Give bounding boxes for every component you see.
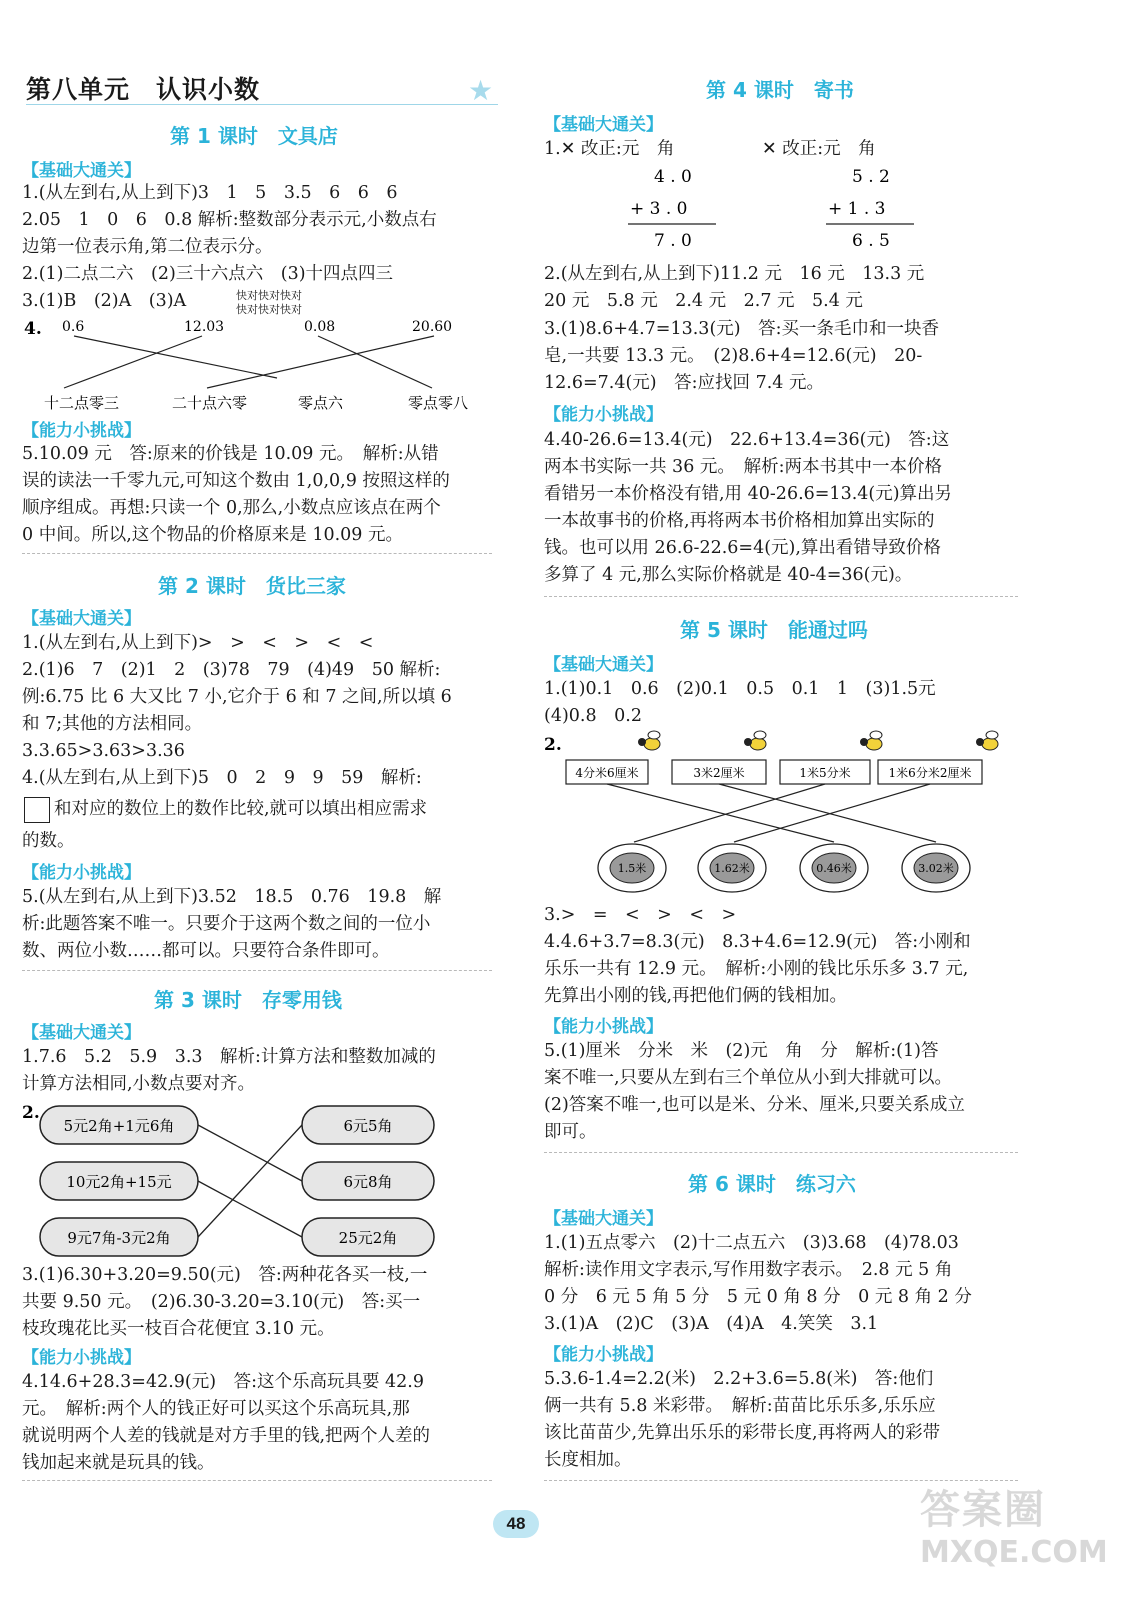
lesson1-basic-tag: 【基础大通关】	[22, 161, 141, 181]
calc1-row3: 7 . 0	[654, 231, 692, 251]
l5-q2-flower-label-3: 3.02米	[918, 862, 954, 875]
l1-q4-line-a	[74, 336, 277, 378]
lesson3-title: 第 3 课时 存零用钱	[154, 988, 342, 1012]
l3-q3-line2: 共要 9.50 元。 (2)6.30-3.20=3.10(元) 答:买一	[22, 1292, 421, 1312]
l1-q4-line-d	[207, 336, 434, 388]
unit-title: 第八单元 认识小数	[26, 75, 261, 104]
l1-q4-bottom-0: 十二点零三	[44, 394, 120, 412]
l4-q2-line1: 2.(从左到右,从上到下)11.2 元 16 元 13.3 元	[544, 264, 925, 284]
l5-q3: 3.> = < > < >	[544, 905, 737, 925]
l2-q2-line1: 2.(1)6 7 (2)1 2 (3)78 79 (4)49 50 解析:	[22, 660, 441, 680]
l4-q1-line1b: ✕ 改正:元 角	[762, 139, 876, 159]
blank-box-icon	[24, 797, 50, 823]
l5-q4-line2: 乐乐一共有 12.9 元。 解析:小刚的钱比乐乐多 3.7 元,	[544, 959, 969, 979]
l4-q3-line3: 12.6=7.4(元) 答:应找回 7.4 元。	[544, 373, 824, 393]
l3-q2-right-2: 25元2角	[338, 1229, 398, 1247]
l1-q4-matching	[22, 312, 502, 420]
unit-title-underline	[26, 104, 498, 105]
l5-q5-line2: 案不唯一,只要从左到右三个单位从小到大排就可以。	[544, 1068, 953, 1088]
l1-q1-line2: 2.05 1 0 6 0.8 解析:整数部分表示元,小数点右	[22, 210, 437, 230]
l5-q2-box-label-3: 1米6分米2厘米	[888, 766, 972, 780]
l4-q1-line1: 1.✕ 改正:元 角	[544, 139, 675, 159]
l3-q2-number: 2.	[22, 1103, 40, 1123]
l2-q4-line2: 和对应的数位上的数作比较,就可以填出相应需求	[54, 799, 428, 819]
divider	[22, 1480, 492, 1481]
l1-q4-top-2: 0.08	[304, 319, 336, 335]
l2-q2-line3: 和 7;其他的方法相同。	[22, 714, 203, 734]
lesson5-challenge-tag: 【能力小挑战】	[544, 1017, 663, 1037]
l3-q1-line2: 计算方法相同,小数点要对齐。	[22, 1074, 256, 1094]
l2-q5-line3: 数、两位小数……都可以。只要符合条件即可。	[22, 941, 390, 961]
l4-q4-line5: 钱。也可以用 26.6-22.6=4(元),算出看错导致价格	[544, 538, 941, 558]
lesson4-basic-tag: 【基础大通关】	[544, 115, 663, 135]
l3-q3-line1: 3.(1)6.30+3.20=9.50(元) 答:两种花各买一枝,一	[22, 1265, 428, 1285]
l1-q5-line3: 顺序组成。再想:只读一个 0,那么,小数点应该点在两个	[22, 498, 441, 518]
l2-q2-line2: 例:6.75 比 6 大又比 7 小,它介于 6 和 7 之间,所以填 6	[22, 687, 452, 707]
l5-q2-box-label-0: 4分米6厘米	[575, 766, 639, 780]
l6-q5-line4: 长度相加。	[544, 1450, 632, 1470]
watermark-line2: MXQE.COM	[920, 1535, 1108, 1570]
l5-q5-line4: 即可。	[544, 1122, 597, 1142]
l6-q1-line1: 1.(1)五点零六 (2)十二点五六 (3)3.68 (4)78.03	[544, 1233, 959, 1253]
l5-q2-matching	[544, 730, 1032, 902]
l4-q4-line4: 一本故事书的价格,再将两本书价格相加算出实际的	[544, 511, 935, 531]
l4-q1-calculations	[624, 162, 984, 256]
l1-q4-bottom-1: 二十点六零	[172, 394, 248, 412]
lesson1-title: 第 1 课时 文具店	[170, 124, 338, 148]
lesson4-challenge-tag: 【能力小挑战】	[544, 405, 663, 425]
page-number: 48	[493, 1510, 539, 1538]
l5-q5-line3: (2)答案不唯一,也可以是米、分米、厘米,只要关系成立	[544, 1095, 965, 1115]
l5-q2-line-b	[719, 784, 936, 842]
lesson3-basic-tag: 【基础大通关】	[22, 1023, 141, 1043]
l1-q4-line-c	[318, 336, 432, 388]
l1-q4-number: 4.	[24, 319, 42, 339]
l1-q4-bottom-2: 零点六	[298, 394, 344, 412]
l1-q3-note2: 快对快对快对	[236, 303, 302, 316]
l3-q2-line-a	[198, 1125, 302, 1181]
lesson3-challenge-tag: 【能力小挑战】	[22, 1348, 141, 1368]
lesson2-challenge-tag: 【能力小挑战】	[22, 863, 141, 883]
l3-q4-line2: 元。 解析:两个人的钱正好可以买这个乐高玩具,那	[22, 1399, 410, 1419]
divider	[544, 1152, 1018, 1153]
lesson6-basic-tag: 【基础大通关】	[544, 1209, 663, 1229]
l5-q2-number: 2.	[544, 735, 562, 755]
l4-q4-line1: 4.40-26.6=13.4(元) 22.6+13.4=36(元) 答:这	[544, 430, 950, 450]
l3-q2-left-0: 5元2角+1元6角	[63, 1117, 175, 1135]
divider	[22, 553, 492, 554]
l3-q2-left-1: 10元2角+15元	[66, 1173, 172, 1191]
l3-q2-left-2: 9元7角-3元2角	[67, 1229, 171, 1247]
l4-q4-line2: 两本书实际一共 36 元。 解析:两本书其中一本价格	[544, 457, 943, 477]
lesson5-basic-tag: 【基础大通关】	[544, 655, 663, 675]
l1-q4-top-1: 12.03	[184, 319, 225, 335]
l5-q2-flower-label-1: 1.62米	[714, 862, 750, 875]
lesson2-basic-tag: 【基础大通关】	[22, 609, 141, 629]
l1-q4-top-3: 20.60	[412, 319, 453, 335]
watermark	[920, 1478, 1108, 1578]
l5-q1-line2: (4)0.8 0.2	[544, 706, 642, 726]
l1-q3-note1: 快对快对快对	[236, 289, 302, 302]
bee-icon	[976, 731, 998, 750]
bee-icon	[638, 731, 660, 750]
l5-q1-line1: 1.(1)0.1 0.6 (2)0.1 0.5 0.1 1 (3)1.5元	[544, 679, 936, 699]
calc2-row3: 6 . 5	[852, 231, 890, 251]
l3-q2-right-1: 6元8角	[343, 1173, 393, 1191]
bee-icon	[860, 731, 882, 750]
l1-q5-line4: 0 中间。所以,这个物品的价格原来是 10.09 元。	[22, 525, 403, 545]
l1-q4-top-0: 0.6	[62, 319, 85, 335]
l1-q3: 3.(1)B (2)A (3)A	[22, 291, 187, 311]
l5-q4-line3: 先算出小刚的钱,再把他们俩的钱相加。	[544, 986, 848, 1006]
l5-q2-line-a	[607, 784, 834, 842]
l6-q5-line2: 俩一共有 5.8 米彩带。 解析:苗苗比乐乐多,乐乐应	[544, 1396, 936, 1416]
divider	[22, 970, 492, 971]
calc2-row2: + 1 . 3	[828, 199, 886, 219]
l5-q2-flower-label-2: 0.46米	[816, 862, 852, 875]
l5-q2-box-label-2: 1米5分米	[799, 766, 851, 780]
l2-q1: 1.(从左到右,从上到下)> > < > < <	[22, 633, 374, 653]
l4-q3-line1: 3.(1)8.6+4.7=13.3(元) 答:买一条毛巾和一块香	[544, 319, 939, 339]
l5-q4-line1: 4.4.6+3.7=8.3(元) 8.3+4.6=12.9(元) 答:小刚和	[544, 932, 971, 952]
l2-q3: 3.3.65>3.63>3.36	[22, 741, 185, 761]
l1-q5-line2: 误的读法一千零九元,可知这个数由 1,0,0,9 按照这样的	[22, 471, 450, 491]
calc1-row2: + 3 . 0	[630, 199, 688, 219]
l3-q2-right-0: 6元5角	[343, 1117, 393, 1135]
lesson4-title: 第 4 课时 寄书	[706, 78, 854, 102]
l6-q1-line3: 0 分 6 元 5 角 5 分 5 元 0 角 8 分 0 元 8 角 2 分	[544, 1287, 972, 1307]
l6-q5-line3: 该比苗苗少,先算出乐乐的彩带长度,再将两人的彩带	[544, 1423, 941, 1443]
l4-q3-line2: 皂,一共要 13.3 元。 (2)8.6+4=12.6(元) 20-	[544, 346, 923, 366]
l1-q4-line-b	[64, 336, 202, 388]
l3-q1-line1: 1.7.6 5.2 5.9 3.3 解析:计算方法和整数加减的	[22, 1047, 436, 1067]
l2-q4-line1: 4.(从左到右,从上到下)5 0 2 9 9 59 解析:	[22, 768, 422, 788]
l3-q2-matching	[22, 1098, 502, 1264]
star-icon: ★	[468, 74, 494, 107]
l5-q5-line1: 5.(1)厘米 分米 米 (2)元 角 分 解析:(1)答	[544, 1041, 939, 1061]
lesson6-challenge-tag: 【能力小挑战】	[544, 1345, 663, 1365]
calc2-row1: 5 . 2	[852, 167, 890, 187]
calc1-row1: 4 . 0	[654, 167, 692, 187]
l5-q2-box-label-1: 3米2厘米	[693, 766, 745, 780]
l3-q2-line-b	[198, 1181, 302, 1237]
l3-q4-line4: 钱加起来就是玩具的钱。	[22, 1453, 215, 1473]
l1-q1-line3: 边第一位表示角,第二位表示分。	[22, 237, 273, 257]
l2-q4-line3: 的数。	[22, 831, 75, 851]
lesson2-title: 第 2 课时 货比三家	[158, 574, 346, 598]
l1-q4-bottom-3: 零点零八	[408, 394, 469, 412]
l4-q4-line6: 多算了 4 元,那么实际价格就是 40-4=36(元)。	[544, 565, 913, 585]
l2-q5-line1: 5.(从左到右,从上到下)3.52 18.5 0.76 19.8 解	[22, 887, 442, 907]
lesson5-title: 第 5 课时 能通过吗	[680, 618, 868, 642]
l5-q2-line-c	[634, 784, 825, 842]
l1-q5-line1: 5.10.09 元 答:原来的价钱是 10.09 元。 解析:从错	[22, 444, 439, 464]
lesson1-challenge-tag: 【能力小挑战】	[22, 421, 141, 441]
l3-q4-line3: 就说明两个人差的钱就是对方手里的钱,把两个人差的	[22, 1426, 431, 1446]
l5-q2-flower-label-0: 1.5米	[617, 862, 647, 875]
l3-q2-line-c	[198, 1125, 302, 1237]
l1-q2: 2.(1)二点二六 (2)三十六点六 (3)十四点四三	[22, 264, 394, 284]
lesson6-title: 第 6 课时 练习六	[688, 1172, 856, 1196]
l4-q4-line3: 看错另一本价格没有错,用 40-26.6=13.4(元)算出另	[544, 484, 953, 504]
l6-q1-line2: 解析:读作用文字表示,写作用数字表示。 2.8 元 5 角	[544, 1260, 953, 1280]
l3-q3-line3: 枝玫瑰花比买一枝百合花便宜 3.10 元。	[22, 1319, 335, 1339]
l6-q5-line1: 5.3.6-1.4=2.2(米) 2.2+3.6=5.8(米) 答:他们	[544, 1369, 934, 1389]
l3-q4-line1: 4.14.6+28.3=42.9(元) 答:这个乐高玩具要 42.9	[22, 1372, 424, 1392]
l1-q1-line1: 1.(从左到右,从上到下)3 1 5 3.5 6 6 6	[22, 183, 398, 203]
divider	[544, 596, 1018, 597]
bee-icon	[744, 731, 766, 750]
l2-q5-line2: 析:此题答案不唯一。只要介于这两个数之间的一位小	[22, 914, 431, 934]
l4-q2-line2: 20 元 5.8 元 2.4 元 2.7 元 5.4 元	[544, 291, 863, 311]
l6-q3: 3.(1)A (2)C (3)A (4)A 4.笑笑 3.1	[544, 1314, 879, 1334]
watermark-line1: 答案圈	[920, 1487, 1046, 1533]
l5-q2-line-d	[734, 784, 930, 842]
